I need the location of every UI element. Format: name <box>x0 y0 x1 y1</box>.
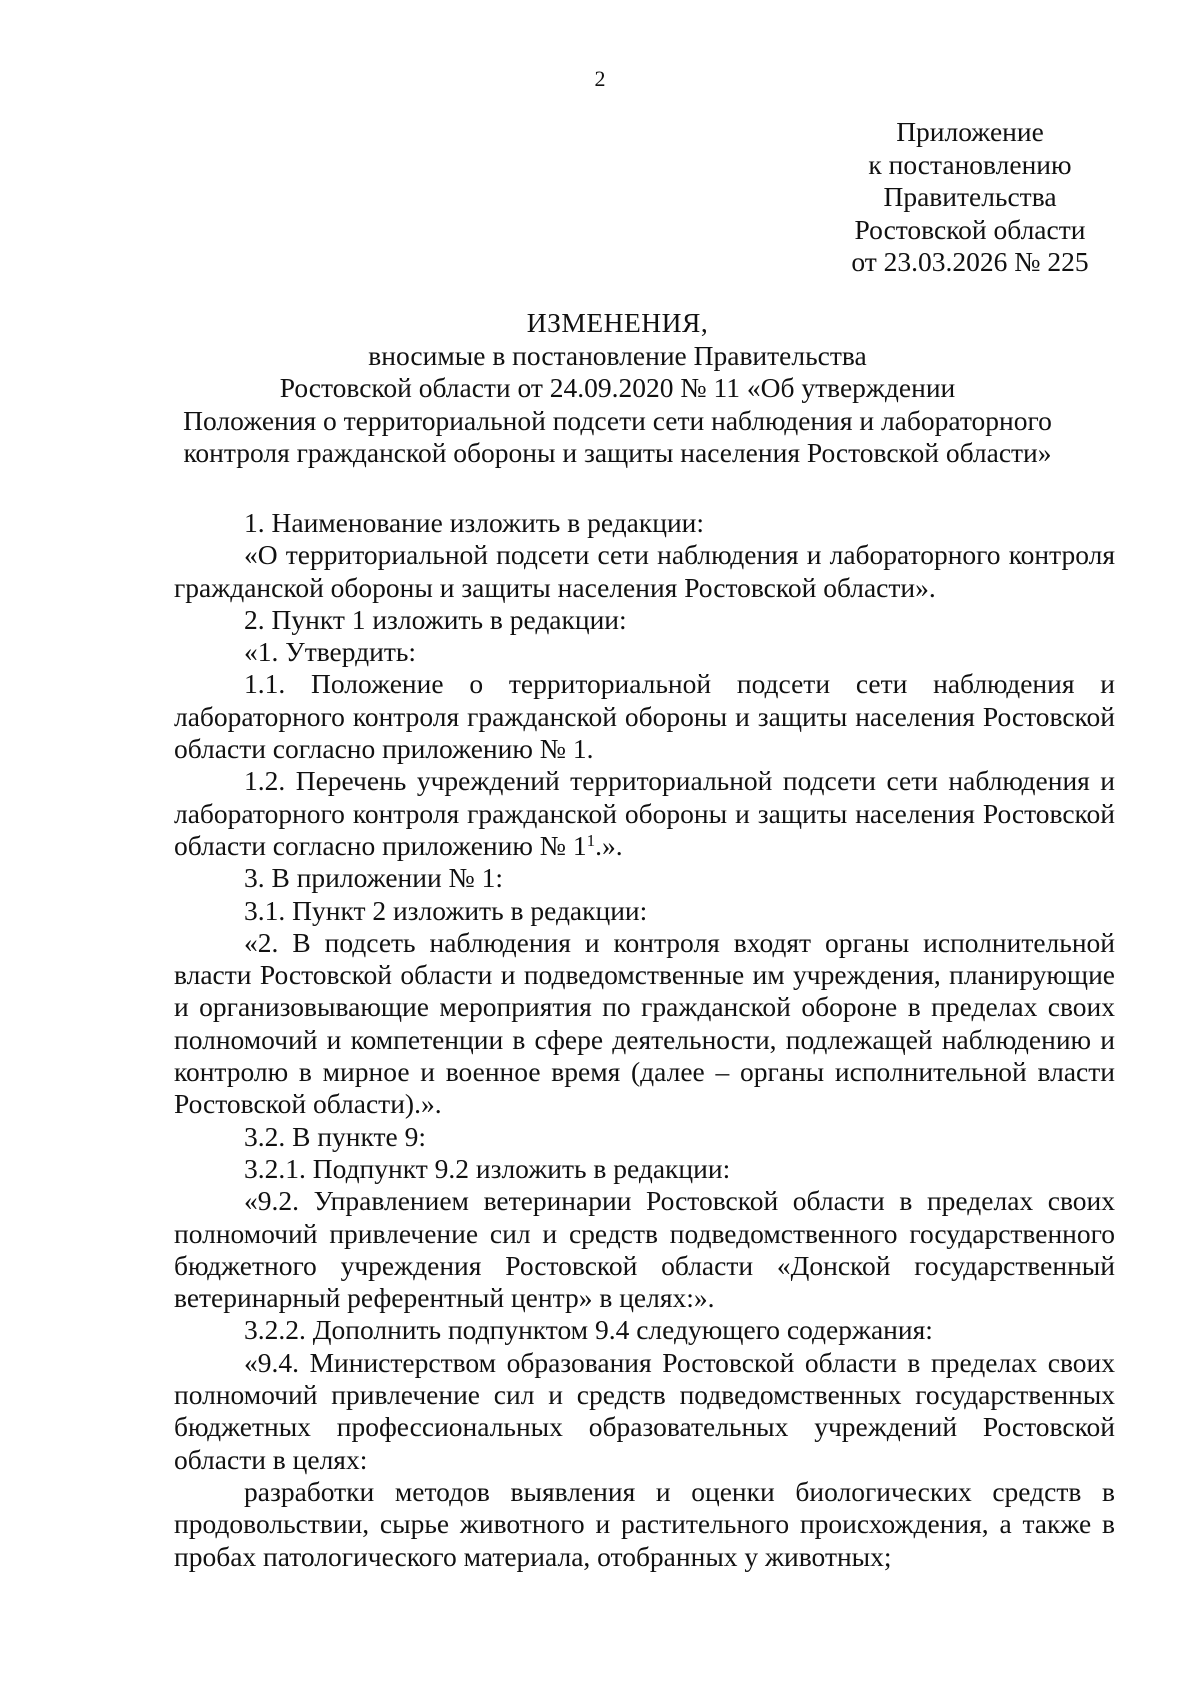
paragraph: «1. Утвердить: <box>244 636 417 668</box>
paragraph: 3.2.1. Подпункт 9.2 изложить в редакции: <box>244 1152 731 1184</box>
paragraph-end: .». <box>595 829 623 861</box>
title-line: Ростовской области от 24.09.2020 № 11 «Об утверждении <box>279 372 956 403</box>
appendix-line: Правительства <box>883 181 1057 212</box>
document-body <box>174 507 1115 1573</box>
paragraph-text: 1.2. Перечень учреждений территориальной подсети сети наблюдения и лабораторного контроля гражданской обороны и защиты населения Ростовской области согласно приложению № 1 <box>174 765 1115 861</box>
appendix-line: Ростовской области <box>854 213 1086 245</box>
paragraph: разработки методов выявления и оценки биологических средств в продовольствии, сырье животного и растительного происхождения, а также в пробах патологического материала, отобранных у животных; <box>174 1475 1115 1572</box>
paragraph: «О территориальной подсети сети наблюдения и лабораторного контроля гражданской обороны и защиты населения Ростовской области». <box>174 539 1115 603</box>
title-line: вносимые в постановление Правительства <box>368 339 867 371</box>
page-number: 2 <box>594 66 606 91</box>
paragraph: «2. В подсеть наблюдения и контроля входят органы исполнительной власти Ростовской области и подведомственные им учреждения, планирующие и организовывающие мероприятия по гражданской обороне в пределах своих полномочий и компетенции в сфере деятельности, подлежащей наблюдению и контролю в мирное и военное время (далее – органы исполнительной власти Ростовской области).». <box>174 926 1115 1120</box>
paragraph: «9.4. Министерством образования Ростовской области в пределах своих полномочий привлечение сил и средств подведомственных государственных бюджетных профессиональных образовательных учреждений Ростовской области в целях: <box>174 1346 1115 1475</box>
appendix-line: к постановлению <box>868 148 1072 180</box>
title-line: контроля гражданской обороны и защиты населения Ростовской области» <box>183 437 1052 468</box>
paragraph: 3. В приложении № 1: <box>244 862 504 894</box>
appendix-line: Приложение <box>896 116 1044 147</box>
paragraph: 1. Наименование изложить в редакции: <box>244 507 705 538</box>
paragraph: 3.2. В пункте 9: <box>244 1120 427 1152</box>
document-title <box>150 307 1085 470</box>
title-line: Положения о территориальной подсети сети наблюдения и лабораторного <box>183 404 1052 436</box>
appendix-block <box>835 116 1105 279</box>
paragraph: 2. Пункт 1 изложить в редакции: <box>244 603 627 635</box>
paragraph: 3.1. Пункт 2 изложить в редакции: <box>244 894 648 926</box>
title-heading: ИЗМЕНЕНИЯ, <box>526 307 709 338</box>
appendix-line: от 23.03.2026 № 225 <box>851 246 1089 277</box>
paragraph: 1.1. Положение о территориальной подсети сети наблюдения и лабораторного контроля гражданской обороны и защиты населения Ростовской области согласно приложению № 1. <box>174 668 1115 765</box>
paragraph <box>174 765 1115 862</box>
paragraph: 3.2.2. Дополнить подпунктом 9.4 следующего содержания: <box>244 1314 933 1346</box>
superscript: 1 <box>586 830 596 850</box>
paragraph: «9.2. Управлением ветеринарии Ростовской области в пределах своих полномочий привлечение сил и средств подведомственного государственного бюджетного учреждения Ростовской области «Донской государственный ветеринарный референтный центр» в целях:». <box>174 1185 1115 1314</box>
